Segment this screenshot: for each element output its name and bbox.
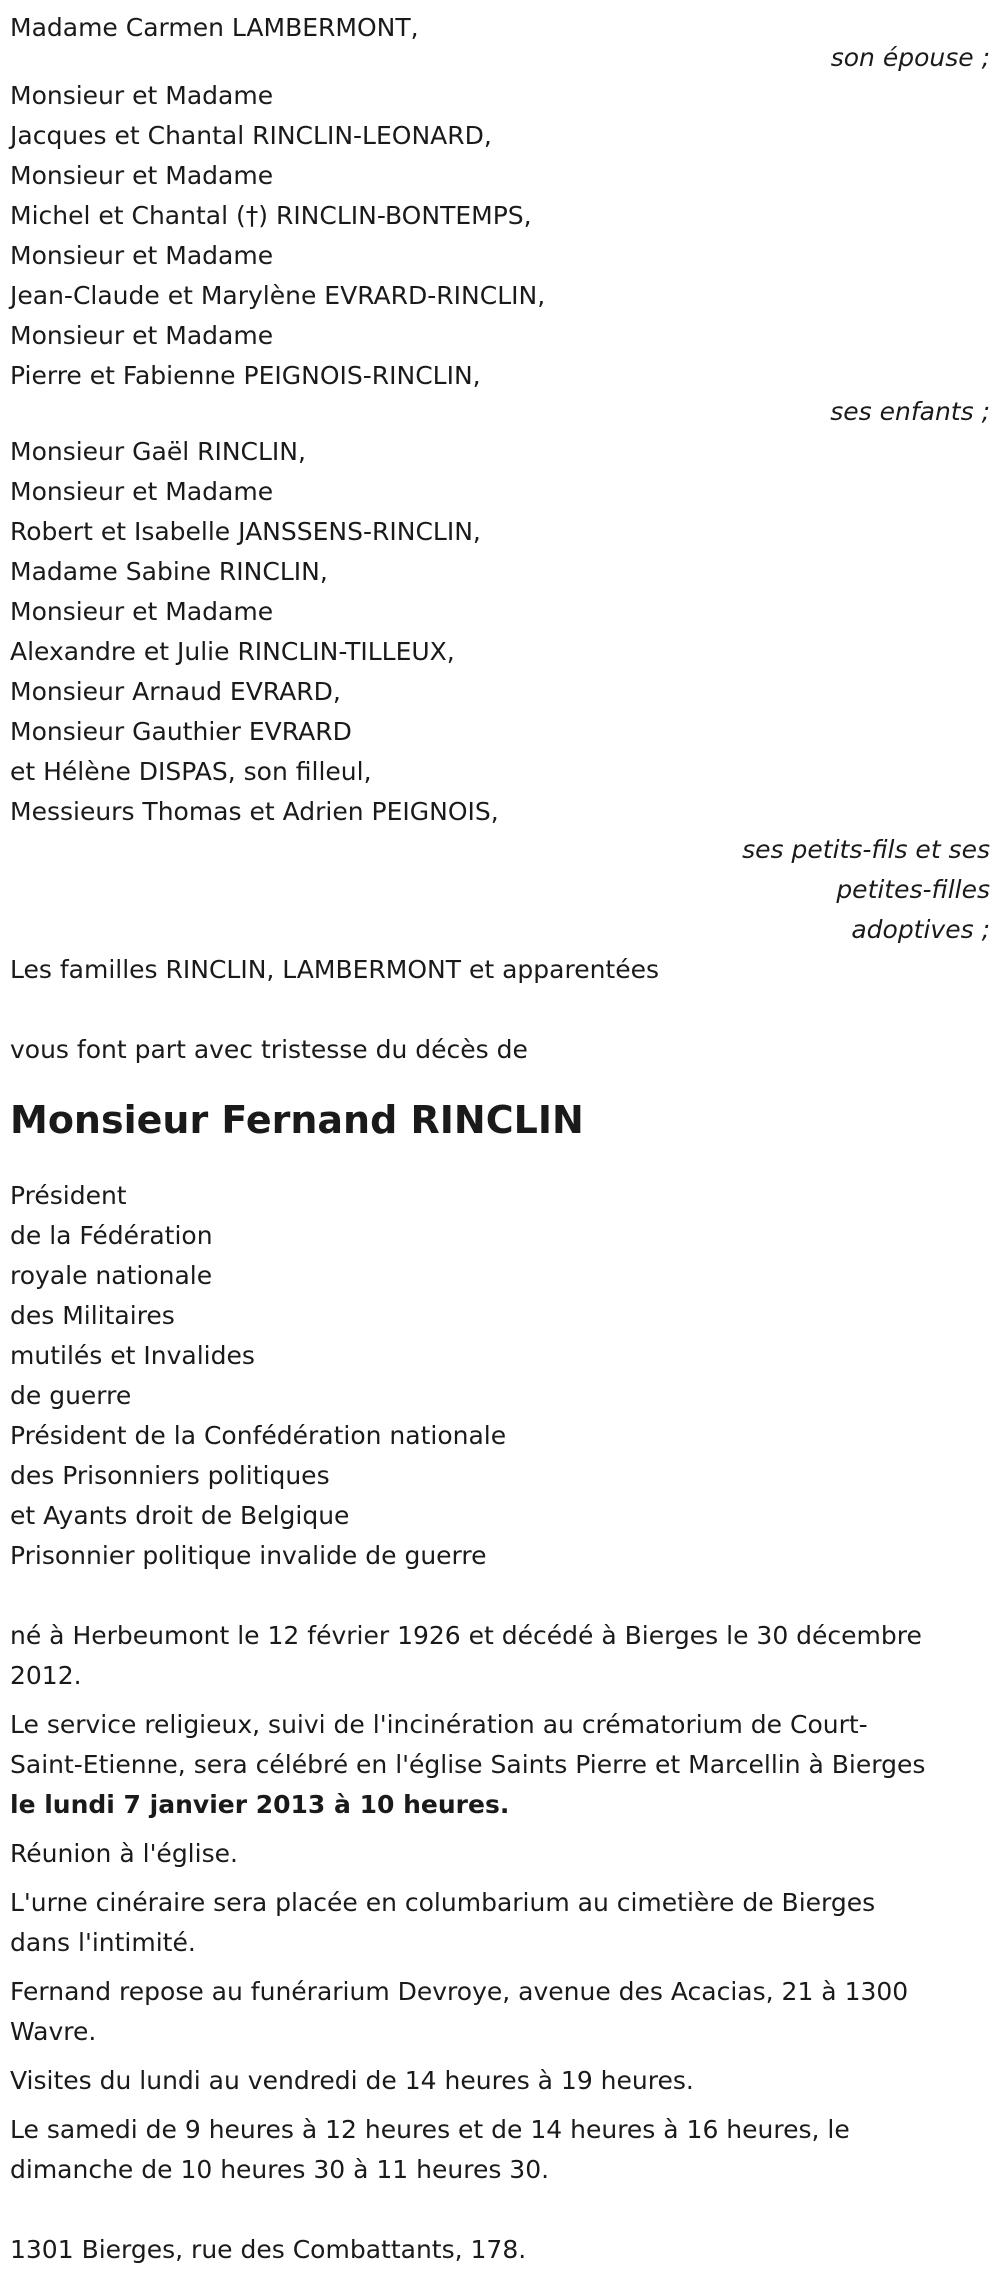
title-line: mutilés et Invalides xyxy=(10,1341,255,1370)
grandchild-line: Monsieur Gauthier EVRARD xyxy=(10,717,352,746)
visits-weekend-line: Le samedi de 9 heures à 12 heures et de 14 heures à 16 heures, le xyxy=(10,2115,850,2144)
urn-line: dans l'intimité. xyxy=(10,1928,196,1957)
announcement-line: vous font part avec tristesse du décès de xyxy=(10,1035,528,1064)
child-line: Monsieur et Madame xyxy=(10,321,274,350)
urn-line: L'urne cinéraire sera placée en columbarium au cimetière de Bierges xyxy=(10,1888,876,1917)
meeting-line: Réunion à l'église. xyxy=(10,1839,238,1868)
children-block xyxy=(10,76,990,396)
child-line: Pierre et Fabienne PEIGNOIS-RINCLIN, xyxy=(10,361,481,390)
grandchild-line: Madame Sabine RINCLIN, xyxy=(10,557,328,586)
spouse-name: Madame Carmen LAMBERMONT, xyxy=(10,13,419,42)
title-line: royale nationale xyxy=(10,1261,213,1290)
service-paragraph xyxy=(10,1705,990,1825)
rest-line: Fernand repose au funérarium Devroye, avenue des Acacias, 21 à 1300 xyxy=(10,1977,909,2006)
grandchildren-relation-line: adoptives ; xyxy=(851,915,990,944)
birth-death-paragraph xyxy=(10,1616,990,1696)
rest-line: Wavre. xyxy=(10,2017,97,2046)
visits-weekday: Visites du lundi au vendredi de 14 heures à 19 heures. xyxy=(10,2066,694,2095)
grandchild-line: et Hélène DISPAS, son filleul, xyxy=(10,757,372,786)
grandchildren-relation-line: ses petits-fils et ses xyxy=(742,835,990,864)
grandchild-line: Monsieur et Madame xyxy=(10,477,274,506)
visits-weekend-line: dimanche de 10 heures 30 à 11 heures 30. xyxy=(10,2155,550,2184)
service-line: Le service religieux, suivi de l'incinération au crématorium de Court- xyxy=(10,1710,868,1739)
title-line: des Militaires xyxy=(10,1301,175,1330)
titles-block xyxy=(10,1176,990,1576)
service-date: le lundi 7 janvier 2013 à 10 heures. xyxy=(10,1790,510,1819)
title-line: de guerre xyxy=(10,1381,132,1410)
birth-death-line: 2012. xyxy=(10,1661,82,1690)
child-line: Monsieur et Madame xyxy=(10,81,274,110)
families-line: Les familles RINCLIN, LAMBERMONT et apparentées xyxy=(10,955,660,984)
child-line: Monsieur et Madame xyxy=(10,161,274,190)
title-line: des Prisonniers politiques xyxy=(10,1461,330,1490)
child-line: Jacques et Chantal RINCLIN-LEONARD, xyxy=(10,121,492,150)
child-line: Jean-Claude et Marylène EVRARD-RINCLIN, xyxy=(10,281,546,310)
grandchild-line: Alexandre et Julie RINCLIN-TILLEUX, xyxy=(10,637,455,666)
address-line: 1301 Bierges, rue des Combattants, 178. xyxy=(10,2235,527,2264)
title-line: Président xyxy=(10,1181,127,1210)
title-line: et Ayants droit de Belgique xyxy=(10,1501,350,1530)
visits-weekend-paragraph xyxy=(10,2110,990,2190)
grandchild-line: Robert et Isabelle JANSSENS-RINCLIN, xyxy=(10,517,481,546)
service-line: Saint-Etienne, sera célébré en l'église Saints Pierre et Marcellin à Bierges xyxy=(10,1750,926,1779)
rest-paragraph xyxy=(10,1972,990,2052)
child-line: Michel et Chantal (†) RINCLIN-BONTEMPS, xyxy=(10,201,532,230)
child-line: Monsieur et Madame xyxy=(10,241,274,270)
grandchild-line: Monsieur Gaël RINCLIN, xyxy=(10,437,306,466)
title-line: de la Fédération xyxy=(10,1221,213,1250)
title-line: Président de la Confédération nationale xyxy=(10,1421,507,1450)
grandchildren-block xyxy=(10,432,990,832)
spouse-relation: son épouse ; xyxy=(830,43,990,72)
grandchild-line: Monsieur Arnaud EVRARD, xyxy=(10,677,341,706)
deceased-name: Monsieur Fernand RINCLIN xyxy=(10,1098,584,1142)
grandchildren-relation xyxy=(10,830,990,950)
grandchild-line: Messieurs Thomas et Adrien PEIGNOIS, xyxy=(10,797,499,826)
title-line: Prisonnier politique invalide de guerre xyxy=(10,1541,487,1570)
grandchild-line: Monsieur et Madame xyxy=(10,597,274,626)
urn-paragraph xyxy=(10,1883,990,1963)
birth-death-line: né à Herbeumont le 12 février 1926 et décédé à Bierges le 30 décembre xyxy=(10,1621,922,1650)
grandchildren-relation-line: petites-filles xyxy=(836,875,990,904)
children-relation: ses enfants ; xyxy=(830,397,990,426)
